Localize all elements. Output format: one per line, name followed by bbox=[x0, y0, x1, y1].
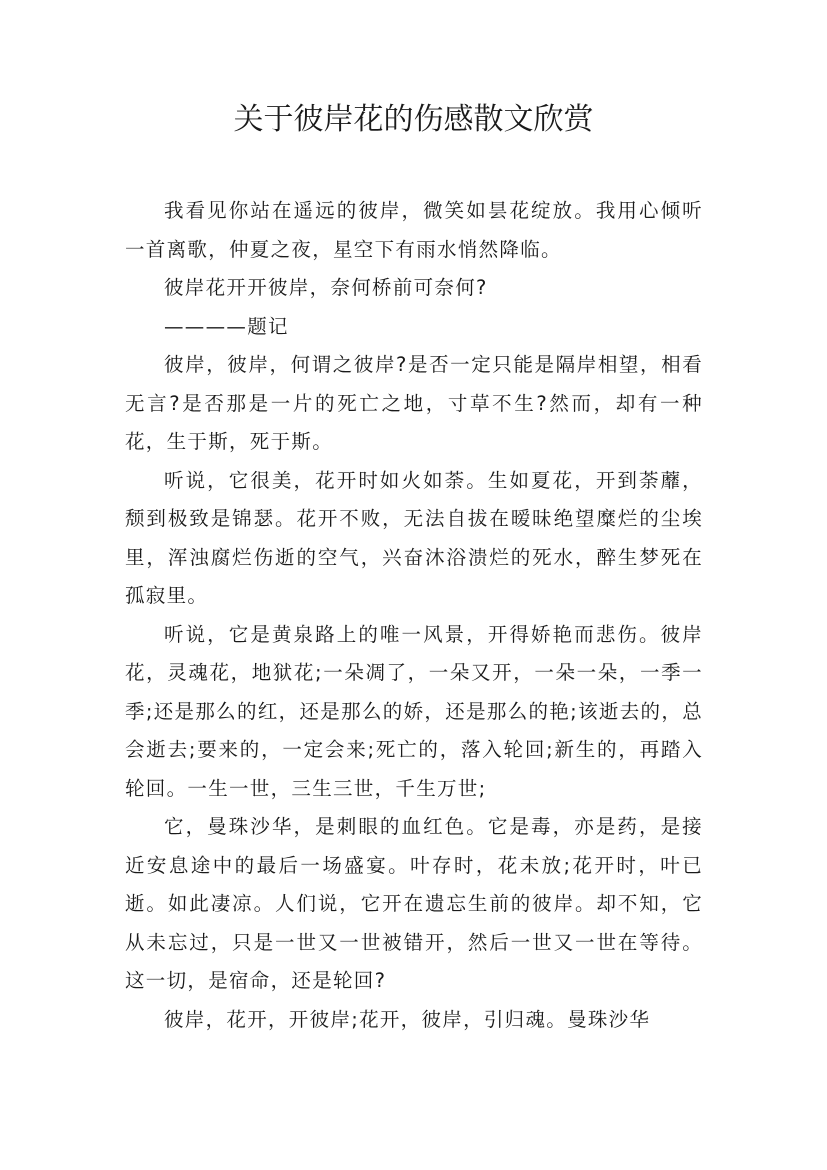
paragraph: 它，曼珠沙华，是刺眼的血红色。它是毒，亦是药，是接近安息途中的最后一场盛宴。叶存时，花未放;花开时，叶已逝。如此凄凉。人们说，它开在遗忘生前的彼岸。却不知，它从未忘过，只是一世又一世被错开，然后一世又一世在等待。这一切，是宿命，还是轮回? bbox=[125, 815, 703, 992]
paragraph: 听说，它是黄泉路上的唯一风景，开得娇艳而悲伤。彼岸花，灵魂花，地狱花;一朵凋了，一朵又开，一朵一朵，一季一季;还是那么的红，还是那么的娇，还是那么的艳;该逝去的，总会逝去;要来的，一定会来;死亡的，落入轮回;新生的，再踏入轮回。一生一世，三生三世，千生万世; bbox=[125, 622, 703, 800]
paragraph: 听说，它很美，花开时如火如荼。生如夏花，开到荼蘼，颓到极致是锦瑟。花开不败，无法自拔在暧昧绝望糜烂的尘埃里，浑浊腐烂伤逝的空气，兴奋沐浴溃烂的死水，醉生梦死在孤寂里。 bbox=[125, 468, 703, 607]
paragraph: 我看见你站在遥远的彼岸，微笑如昙花绽放。我用心倾听一首离歌，仲夏之夜，星空下有雨水悄然降临。 bbox=[125, 199, 703, 261]
paragraph: 彼岸花开开彼岸，奈何桥前可奈何? bbox=[164, 276, 488, 299]
document-body bbox=[125, 192, 703, 1039]
epigraph-attribution: ————题记 bbox=[164, 314, 289, 338]
paragraph: 彼岸，彼岸，何谓之彼岸?是否一定只能是隔岸相望，相看无言?是否那是一片的死亡之地，寸草不生?然而，却有一种花，生于斯，死于斯。 bbox=[125, 353, 703, 453]
document-title: 关于彼岸花的伤感散文欣赏 bbox=[233, 102, 594, 137]
paragraph: 彼岸，花开，开彼岸;花开，彼岸，引归魂。曼珠沙华 bbox=[164, 1007, 651, 1031]
